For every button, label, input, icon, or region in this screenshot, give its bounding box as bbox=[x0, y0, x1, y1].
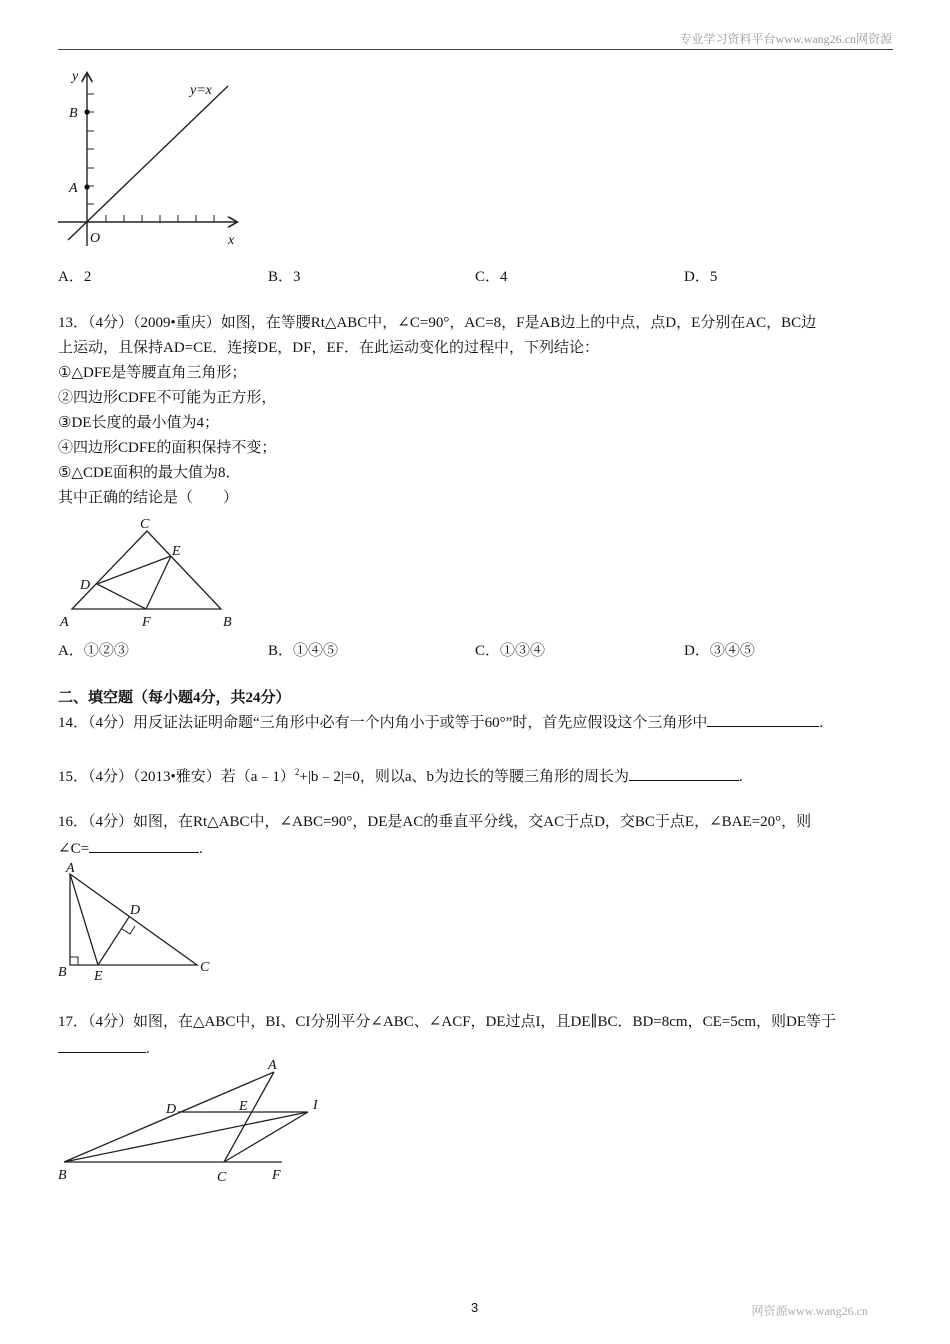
q15-text-a: 15．（4分）（2013•雅安）若（a﹣1） bbox=[58, 769, 295, 785]
q16-label-d: D bbox=[130, 903, 141, 918]
q12-option-c[interactable]: C．4 bbox=[475, 269, 508, 285]
q17-segment-bi bbox=[64, 1112, 308, 1162]
q13-item-1: ①△DFE是等腰直角三角形； bbox=[58, 365, 247, 381]
q17-label-e: E bbox=[239, 1099, 248, 1114]
q17-segment-ab bbox=[64, 1072, 274, 1162]
q12-point-a bbox=[84, 184, 89, 189]
page-number: 3 bbox=[471, 1300, 479, 1315]
q16-right-angle-b bbox=[70, 957, 78, 965]
q17-label-i: I bbox=[313, 1098, 318, 1113]
q15-end: . bbox=[739, 769, 743, 785]
q15-text-b: +|b﹣2|=0，则以a、b为边长的等腰三角形的周长为 bbox=[299, 769, 630, 785]
q12-label-b: B bbox=[69, 106, 78, 121]
q15-line bbox=[58, 760, 743, 789]
q17-label-d: D bbox=[166, 1102, 177, 1117]
q14-text: 14．（4分）用反证法证明命题“三角形中必有一个内角小于或等于60°”时，首先应假设这个三角形中 bbox=[58, 715, 708, 731]
header-watermark: 专业学习资料平台www.wang26.cn网资源 bbox=[679, 32, 892, 46]
q16-label-a: A bbox=[66, 861, 75, 876]
q16-segment-de bbox=[98, 917, 129, 965]
q14-line bbox=[58, 710, 823, 735]
q12-point-b bbox=[84, 109, 89, 114]
q12-label-line: y=x bbox=[190, 83, 212, 98]
q13-label-b: B bbox=[223, 615, 232, 630]
q17-segment-ci bbox=[224, 1112, 308, 1162]
q16-figure bbox=[58, 858, 228, 983]
q16-right-angle-d bbox=[122, 926, 135, 934]
q14-answer-blank[interactable] bbox=[707, 710, 819, 727]
q12-graph bbox=[58, 68, 258, 253]
q16-label-c: C bbox=[200, 960, 210, 975]
q17-label-a: A bbox=[268, 1058, 277, 1073]
q15-answer-blank[interactable] bbox=[629, 764, 739, 781]
q17-figure bbox=[58, 1055, 328, 1185]
q17-segment-ac bbox=[224, 1072, 274, 1162]
q12-option-a[interactable]: A．2 bbox=[58, 269, 92, 285]
q13-line-2: 上运动，且保持AD=CE．连接DE，DF，EF．在此运动变化的过程中，下列结论： bbox=[58, 340, 599, 356]
q17-label-f: F bbox=[272, 1168, 281, 1183]
q13-option-a[interactable]: A．①②③ bbox=[58, 643, 129, 659]
q17-label-b: B bbox=[58, 1168, 67, 1183]
section-2-title: 二、填空题（每小题4分，共24分） bbox=[58, 690, 291, 706]
q17-line-1: 17．（4分）如图，在△ABC中，BI、CI分别平分∠ABC、∠ACF，DE过点I，且DE∥BC．BD=8cm，CE=5cm，则DE等于 bbox=[58, 1014, 837, 1030]
q16-triangle-abc bbox=[70, 874, 197, 965]
q16-label-b: B bbox=[58, 965, 67, 980]
q16-label-e: E bbox=[94, 969, 103, 984]
q12-label-a: A bbox=[69, 181, 78, 196]
q13-figure bbox=[58, 515, 248, 630]
q17-end: . bbox=[146, 1041, 150, 1057]
q13-label-f: F bbox=[142, 615, 151, 630]
q16-segment-ae bbox=[70, 874, 98, 965]
q12-label-o: O bbox=[90, 231, 101, 246]
q13-option-d[interactable]: D．③④⑤ bbox=[684, 643, 755, 659]
q16-answer-blank[interactable] bbox=[89, 836, 199, 853]
q16-end: . bbox=[199, 841, 203, 857]
q17-label-c: C bbox=[217, 1170, 227, 1185]
q16-line-1: 16．（4分）如图，在Rt△ABC中，∠ABC=90°，DE是AC的垂直平分线，交AC于点D，交BC于点E，∠BAE=20°，则 bbox=[58, 814, 812, 830]
q13-line-1: 13．（4分）（2009•重庆）如图，在等腰Rt△ABC中，∠C=90°，AC=8，F是AB边上的中点，点D，E分别在AC，BC边 bbox=[58, 315, 817, 331]
q12-ticks-x bbox=[106, 215, 214, 222]
q13-option-c[interactable]: C．①③④ bbox=[475, 643, 546, 659]
q12-label-x: x bbox=[228, 233, 235, 248]
q12-option-d[interactable]: D．5 bbox=[684, 269, 718, 285]
q13-segment-df bbox=[97, 584, 146, 609]
q13-item-4: ④四边形CDFE的面积保持不变； bbox=[58, 440, 277, 456]
q12-option-b[interactable]: B．3 bbox=[268, 269, 301, 285]
footer-watermark: 网资源www.wang26.cn bbox=[751, 1304, 868, 1318]
q13-item-5: ⑤△CDE面积的最大值为8． bbox=[58, 465, 241, 481]
q13-prompt: 其中正确的结论是（ ） bbox=[58, 490, 239, 506]
q13-option-b[interactable]: B．①④⑤ bbox=[268, 643, 339, 659]
q12-label-y: y bbox=[72, 69, 79, 84]
q12-line-y-eq-x bbox=[68, 86, 228, 240]
header-rule bbox=[58, 49, 893, 50]
q13-label-c: C bbox=[140, 517, 150, 532]
q16-text: ∠C= bbox=[58, 841, 90, 857]
q17-answer-blank[interactable] bbox=[58, 1036, 146, 1053]
q13-label-a: A bbox=[60, 615, 69, 630]
q13-item-2: ②四边形CDFE不可能为正方形， bbox=[58, 390, 277, 406]
q13-item-3: ③DE长度的最小值为4； bbox=[58, 415, 219, 431]
q13-label-d: D bbox=[80, 578, 91, 593]
q13-triangle-abc bbox=[72, 531, 221, 609]
q13-label-e: E bbox=[172, 544, 181, 559]
q15-sup: 2 bbox=[294, 767, 300, 777]
q14-end: . bbox=[819, 715, 824, 731]
